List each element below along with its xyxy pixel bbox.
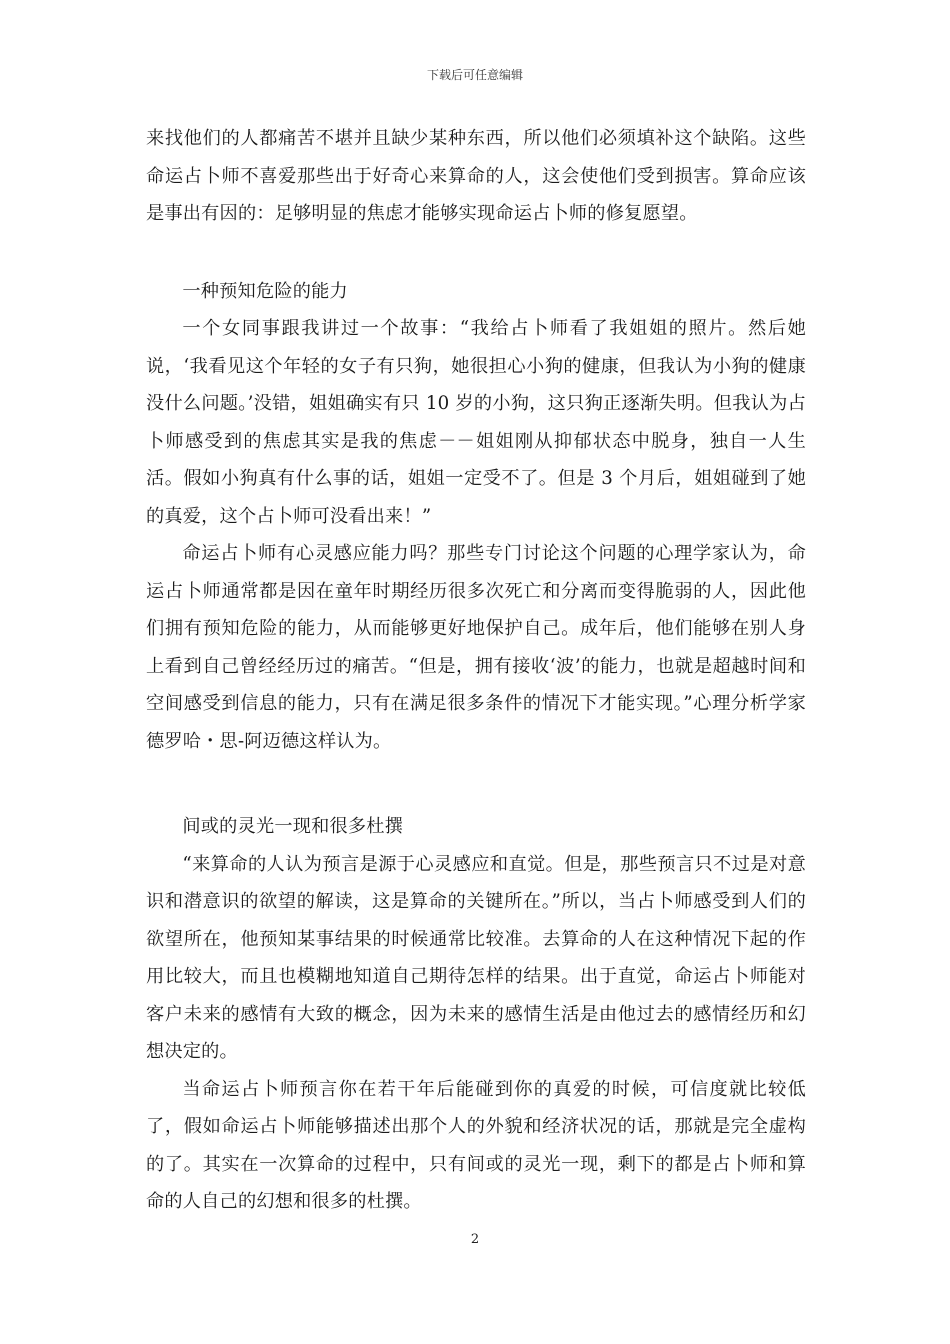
spacer (146, 760, 806, 808)
page-number: 2 (470, 1232, 480, 1247)
paragraph: 来找他们的人都痛苦不堪并且缺少某种东西，所以他们必须填补这个缺陷。这些命运占卜师不喜爱那些出于好奇心来算命的人，这会使他们受到损害。算命应该是事出有因的：足够明显的焦虑才能够实现命运占卜师的修复愿望。 (146, 128, 806, 224)
section-heading: 一种预知危险的能力 (182, 280, 348, 302)
page-header: 下载后可任意编辑 (426, 68, 523, 82)
paragraph: 命运占卜师有心灵感应能力吗？那些专门讨论这个问题的心理学家认为，命运占卜师通常都是因在童年时期经历很多次死亡和分离而变得脆弱的人，因此他们拥有预知危险的能力，从而能够更好地保护自己。成年后，他们能够在别人身上看到自己曾经经历过的痛苦。“但是，拥有接收‘波’的能力，也就是超越时间和空间感受到信息的能力，只有在满足很多条件的情况下才能实现。”心理分析学家德罗哈・思-阿迈德这样认为。 (146, 543, 806, 752)
section-heading: 间或的灵光一现和很多杜撰 (182, 816, 404, 837)
paragraph: “来算命的人认为预言是源于心灵感应和直觉。但是，那些预言只不过是对意识和潜意识的欲望的解读，这是算命的关键所在。”所以，当占卜师感受到人们的欲望所在，他预知某事结果的时候通常比较准。去算命的人在这种情况下起的作用比较大，而且也模糊地知道自己期待怎样的结果。出于直觉，命运占卜师能对客户未来的感情有大致的概念，因为未来的感情生活是由他过去的感情经历和幻想决定的。 (146, 853, 806, 1062)
paragraph: 一个女同事跟我讲过一个故事：“我给占卜师看了我姐姐的照片。然后她说，‘我看见这个年轻的女子有只狗，她很担心小狗的健康，但我认为小狗的健康没什么问题。’没错，姐姐确实有只 10 岁的小狗，这只狗正逐渐失明。但我认为占卜师感受到的焦虑其实是我的焦虑－－姐姐刚从抑郁状态中脱身，独自一人生活。假如小狗真有什么事的话，姐姐一定受不了。但是 3 个月后，姐姐碰到了她的真爱，这个占卜师可没看出来！” (146, 318, 806, 527)
paragraph: 当命运占卜师预言你在若干年后能碰到你的真爱的时候，可信度就比较低了，假如命运占卜师能够描述出那个人的外貌和经济状况的话，那就是完全虚构的了。其实在一次算命的过程中，只有间或的灵光一现，剩下的都是占卜师和算命的人自己的幻想和很多的杜撰。 (146, 1078, 806, 1212)
document-body (146, 120, 806, 1221)
spacer (146, 233, 806, 273)
